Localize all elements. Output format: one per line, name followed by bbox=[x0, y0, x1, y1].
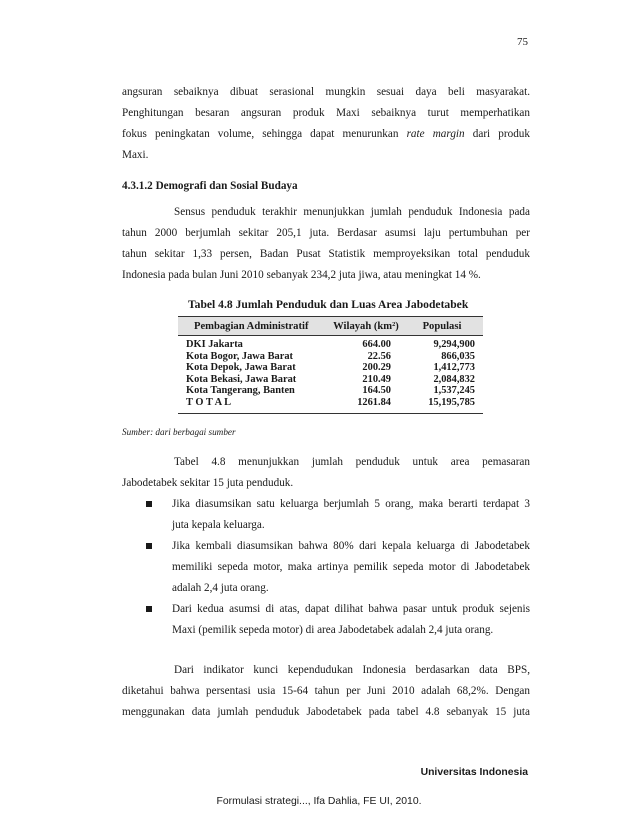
text-line: juta kepala keluarga. bbox=[172, 519, 265, 531]
text-line: Jika diasumsikan satu keluarga berjumlah 5 orang, maka berarti terdapat 3 bbox=[172, 498, 530, 510]
population-table bbox=[178, 316, 483, 414]
cell-population: 1,537,245 bbox=[433, 385, 475, 397]
header-region: Pembagian Administratif bbox=[194, 320, 309, 332]
text-line: diketahui bahwa persentasi usia 15-64 tahun per Juni 2010 adalah 68,2%. Dengan bbox=[122, 685, 530, 697]
text-line: tahun 2000 berjumlah sekitar 205,1 juta. Berdasar asumsi laju pertumbuhan per bbox=[122, 227, 530, 239]
text-line bbox=[122, 124, 530, 145]
text-line: Maxi (pemilik sepeda motor) di area Jabodetabek adalah 2,4 juta orang. bbox=[172, 624, 494, 636]
cell-area: 200.29 bbox=[362, 362, 391, 374]
header-population: Populasi bbox=[422, 320, 462, 332]
cell-area: 164.50 bbox=[362, 385, 391, 397]
paragraph-tabel bbox=[122, 452, 530, 494]
table-header-row bbox=[178, 317, 483, 336]
square-bullet-icon bbox=[146, 543, 152, 549]
cell-region: DKI Jakarta bbox=[186, 339, 243, 350]
cell-area: 1261.84 bbox=[357, 396, 391, 408]
text-line: Jabodetabek sekitar 15 juta penduduk. bbox=[122, 477, 294, 489]
text-segment: dari produk bbox=[464, 128, 530, 140]
text-segment: fokus peningkatan volume, sehingga dapat menurunkan bbox=[122, 128, 407, 140]
text-line: menggunakan data jumlah penduduk Jabodetabek pada tabel 4.8 sebanyak 15 juta bbox=[122, 706, 530, 718]
list-item bbox=[146, 599, 530, 641]
table-title: Tabel 4.8 Jumlah Penduduk dan Luas Area Jabodetabek bbox=[188, 298, 469, 311]
cell-population: 15,195,785 bbox=[428, 396, 475, 408]
table-source: Sumber: dari berbagai sumber bbox=[122, 427, 236, 437]
table-row bbox=[178, 374, 483, 386]
cell-population: 866,035 bbox=[441, 350, 475, 362]
text-line: adalah 2,4 juta orang. bbox=[172, 582, 269, 594]
table-row bbox=[178, 339, 483, 351]
university-name: Universitas Indonesia bbox=[420, 767, 528, 778]
page-number: 75 bbox=[517, 36, 528, 48]
text-line: Tabel 4.8 menunjukkan jumlah penduduk untuk area pemasaran bbox=[174, 456, 530, 468]
cell-population: 2,084,832 bbox=[433, 373, 475, 385]
text-line: Sensus penduduk terakhir menunjukkan jumlah penduduk Indonesia pada bbox=[174, 206, 530, 218]
cell-region: Kota Depok, Jawa Barat bbox=[186, 362, 296, 374]
list-item bbox=[146, 536, 530, 599]
text-line: Penghitungan besaran angsuran produk Maxi sebaiknya turut memperhatikan bbox=[122, 107, 530, 119]
header-area: Wilayah (km²) bbox=[333, 320, 399, 332]
page-footer: Formulasi strategi..., Ifa Dahlia, FE UI, 2010. bbox=[216, 796, 422, 807]
table-row bbox=[178, 362, 483, 374]
cell-region: T O T A L bbox=[186, 396, 232, 408]
text-line: Dari indikator kunci kependudukan Indonesia berdasarkan data BPS, bbox=[174, 664, 530, 676]
italic-term: rate margin bbox=[406, 128, 465, 140]
text-line: Dari kedua asumsi di atas, dapat dilihat bahwa pasar untuk produk sejenis bbox=[172, 603, 530, 615]
list-item bbox=[146, 494, 530, 536]
square-bullet-icon bbox=[146, 501, 152, 507]
cell-region: Kota Tangerang, Banten bbox=[186, 385, 295, 397]
text-line: Indonesia pada bulan Juni 2010 sebanyak 234,2 juta jiwa, atau meningkat 14 %. bbox=[122, 269, 481, 281]
cell-area: 210.49 bbox=[362, 373, 391, 385]
text-line: tahun sekitar 1,33 persen, Badan Pusat Statistik memproyeksikan total penduduk bbox=[122, 248, 530, 260]
assumption-list bbox=[146, 494, 530, 641]
cell-region: Kota Bogor, Jawa Barat bbox=[186, 350, 293, 362]
paragraph-sensus bbox=[122, 202, 530, 286]
cell-population: 1,412,773 bbox=[433, 362, 475, 374]
text-line: Maxi. bbox=[122, 149, 149, 161]
square-bullet-icon bbox=[146, 606, 152, 612]
paragraph-indikator bbox=[122, 660, 530, 723]
table-row bbox=[178, 385, 483, 397]
text-line: angsuran sebaiknya dibuat serasional mungkin sesuai daya beli masyarakat. bbox=[122, 86, 530, 98]
cell-population: 9,294,900 bbox=[433, 339, 475, 350]
table-total-row bbox=[178, 397, 483, 409]
section-heading: 4.3.1.2 Demografi dan Sosial Budaya bbox=[122, 180, 298, 192]
table-row bbox=[178, 351, 483, 363]
paragraph-angsuran bbox=[122, 82, 530, 166]
cell-area: 664.00 bbox=[362, 339, 391, 350]
cell-region: Kota Bekasi, Jawa Barat bbox=[186, 373, 297, 385]
cell-area: 22.56 bbox=[367, 350, 391, 362]
text-line: Jika kembali diasumsikan bahwa 80% dari kepala keluarga di Jabodetabek bbox=[172, 540, 530, 552]
text-line: memiliki sepeda motor, maka artinya pemilik sepeda motor di Jabodetabek bbox=[172, 561, 530, 573]
